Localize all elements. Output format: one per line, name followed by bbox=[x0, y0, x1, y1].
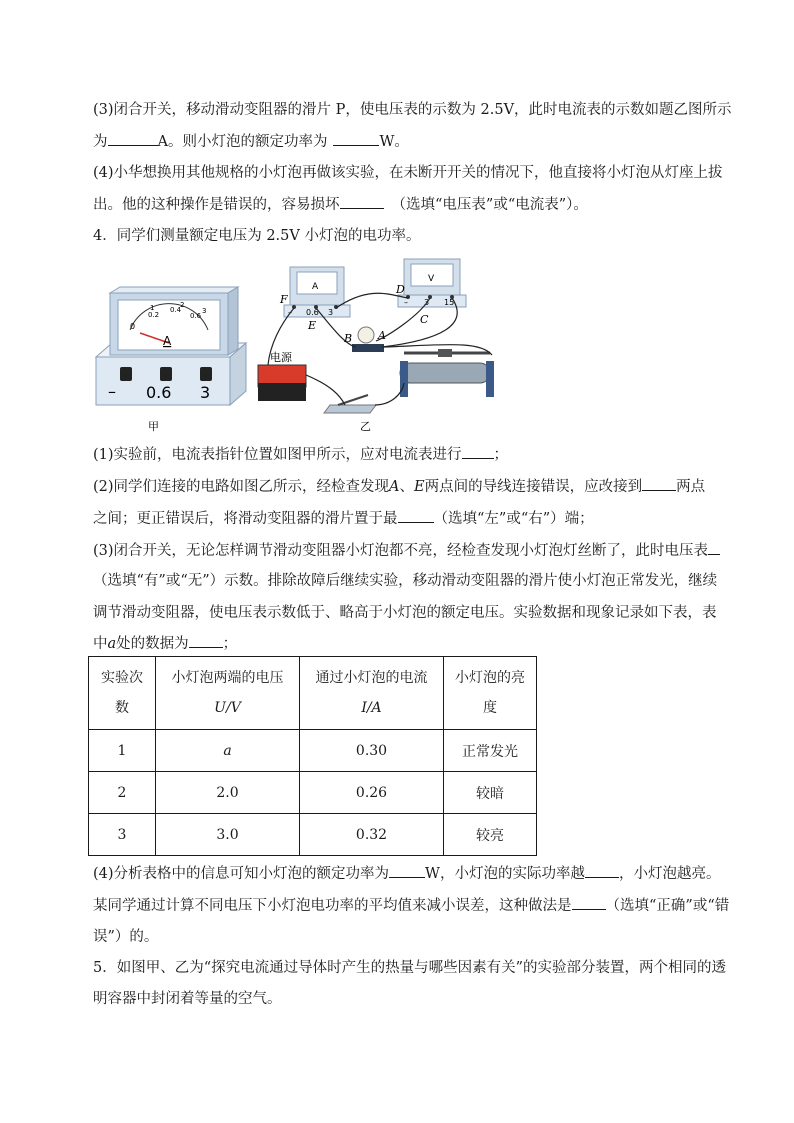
table-header-row bbox=[89, 657, 537, 730]
q3-line2: 为 A。则小灯泡的额定功率为 W。 bbox=[93, 131, 409, 152]
answer-blank[interactable] bbox=[333, 131, 379, 146]
answer-blank[interactable] bbox=[585, 863, 619, 878]
answer-blank[interactable] bbox=[708, 540, 720, 555]
table-cell: 1 bbox=[89, 730, 156, 772]
header-cell: 小灯泡的亮 度 bbox=[444, 657, 537, 730]
label-A: A bbox=[378, 329, 386, 342]
q4prev-line2: 出。他的这种操作是错误的，容易损坏 （选填“电压表”或“电流表”）。 bbox=[93, 194, 588, 215]
answer-blank[interactable] bbox=[189, 633, 223, 648]
label-D: D bbox=[396, 283, 405, 296]
answer-blank[interactable] bbox=[398, 508, 434, 523]
ammeter-symbol: A bbox=[163, 334, 172, 348]
header-cell: 小灯泡两端的电压 U/V bbox=[156, 657, 300, 730]
scale-3: 3 bbox=[202, 307, 207, 315]
label-E: E bbox=[308, 319, 317, 332]
label-F: F bbox=[280, 293, 288, 306]
small-voltmeter-symbol: V bbox=[428, 274, 435, 284]
p4-part1: (1)实验前，电流表指针位置如图甲所示，应对电流表进行 ； bbox=[93, 444, 508, 465]
rheostat bbox=[400, 349, 494, 397]
table-cell: 较亮 bbox=[444, 814, 537, 856]
scale-1: 1 bbox=[150, 304, 155, 312]
small-voltmeter-terminal: 3 bbox=[424, 298, 430, 307]
circuit-figure bbox=[90, 255, 510, 435]
answer-blank[interactable] bbox=[462, 444, 494, 459]
label-C: C bbox=[420, 313, 429, 326]
scale-2: 2 bbox=[180, 301, 185, 309]
answer-blank[interactable] bbox=[642, 476, 676, 491]
caption-yi: 乙 bbox=[360, 420, 371, 433]
ammeter-0.6: 0.6 bbox=[146, 383, 172, 402]
problem5-line2: 明容器中封闭着等量的空气。 bbox=[93, 991, 282, 1007]
answer-blank[interactable] bbox=[340, 194, 384, 209]
table-cell: 0.26 bbox=[300, 772, 444, 814]
answer-blank[interactable] bbox=[572, 895, 606, 910]
header-cell: 通过小灯泡的电流 I/A bbox=[300, 657, 444, 730]
table-cell: 0.30 bbox=[300, 730, 444, 772]
data-table bbox=[88, 656, 537, 856]
table-cell: 3.0 bbox=[156, 814, 300, 856]
answer-blank[interactable] bbox=[108, 131, 158, 146]
scale-0.2: 0.2 bbox=[148, 311, 160, 319]
table-cell: 2 bbox=[89, 772, 156, 814]
answer-blank[interactable] bbox=[389, 863, 425, 878]
table-row bbox=[89, 772, 537, 814]
problem5-line1: 5．如图甲、乙为“探究电流通过导体时产生的热量与哪些因素有关”的实验部分装置，两个相同的透 bbox=[93, 960, 727, 976]
p4-part2-line2: 之间；更正错误后，将滑动变阻器的滑片置于最 （选填“左”或“右”）端； bbox=[93, 508, 594, 529]
table-cell: 2.0 bbox=[156, 772, 300, 814]
scale-0.6: 0.6 bbox=[190, 312, 202, 320]
switch bbox=[324, 395, 376, 413]
small-ammeter-terminal: – bbox=[288, 308, 292, 317]
p4-part4-line3: 误”）的。 bbox=[93, 929, 159, 945]
power-label: 电源 bbox=[270, 351, 292, 364]
ammeter-minus: – bbox=[108, 382, 116, 401]
battery bbox=[258, 365, 306, 401]
small-voltmeter-terminal: – bbox=[404, 298, 408, 307]
table-cell: 较暗 bbox=[444, 772, 537, 814]
q3-line1: (3)闭合开关，移动滑动变阻器的滑片 P，使电压表的示数为 2.5V，此时电流表的示数如题乙图所示 bbox=[93, 102, 732, 118]
problem4-title: 4．同学们测量额定电压为 2.5V 小灯泡的电功率。 bbox=[93, 228, 421, 244]
small-ammeter-terminal: 3 bbox=[328, 308, 334, 317]
small-ammeter-terminal: 0.6 bbox=[306, 308, 319, 317]
header-cell: 实验次 数 bbox=[89, 657, 156, 730]
table-cell: a bbox=[156, 730, 300, 772]
table-cell: 3 bbox=[89, 814, 156, 856]
table-cell: 正常发光 bbox=[444, 730, 537, 772]
p4-part2-line1: (2)同学们连接的电路如图乙所示，经检查发现A、E两点间的导线连接错误，应改接到 两点 bbox=[93, 476, 705, 497]
table-row bbox=[89, 814, 537, 856]
p4-part4-line2: 某同学通过计算不同电压下小灯泡电功率的平均值来减小误差，这种做法是 （选填“正确”或“错 bbox=[93, 895, 729, 916]
small-ammeter-symbol: A bbox=[312, 282, 319, 292]
label-B: B bbox=[344, 332, 353, 345]
caption-jia: 甲 bbox=[148, 420, 159, 433]
p4-part3-line1: (3)闭合开关，无论怎样调节滑动变阻器小灯泡都不亮，经检查发现小灯泡灯丝断了，此时电压表 bbox=[93, 540, 720, 561]
circuit-figure-svg bbox=[90, 255, 510, 435]
table-cell: 0.32 bbox=[300, 814, 444, 856]
p4-part3-line3: 调节滑动变阻器，使电压表示数低于、略高于小灯泡的额定电压。实验数据和现象记录如下表，表 bbox=[93, 605, 717, 621]
p4-part4-line1: (4)分析表格中的信息可知小灯泡的额定功率为 W，小灯泡的实际功率越 ，小灯泡越亮。 bbox=[93, 863, 720, 884]
p4-part3-line2: （选填“有”或“无”）示数。排除故障后继续实验，移动滑动变阻器的滑片使小灯泡正常发光，继续 bbox=[93, 573, 718, 589]
table-row bbox=[89, 730, 537, 772]
small-voltmeter-terminal: 15 bbox=[444, 298, 455, 307]
ammeter-3: 3 bbox=[200, 383, 211, 402]
scale-0.4: 0.4 bbox=[170, 306, 182, 314]
q4prev-line1: (4)小华想换用其他规格的小灯泡再做该实验，在未断开开关的情况下，他直接将小灯泡从灯座上拔 bbox=[93, 165, 723, 181]
p4-part3-line4: 中a处的数据为 ； bbox=[93, 633, 237, 654]
scale-0: 0 bbox=[130, 322, 136, 331]
